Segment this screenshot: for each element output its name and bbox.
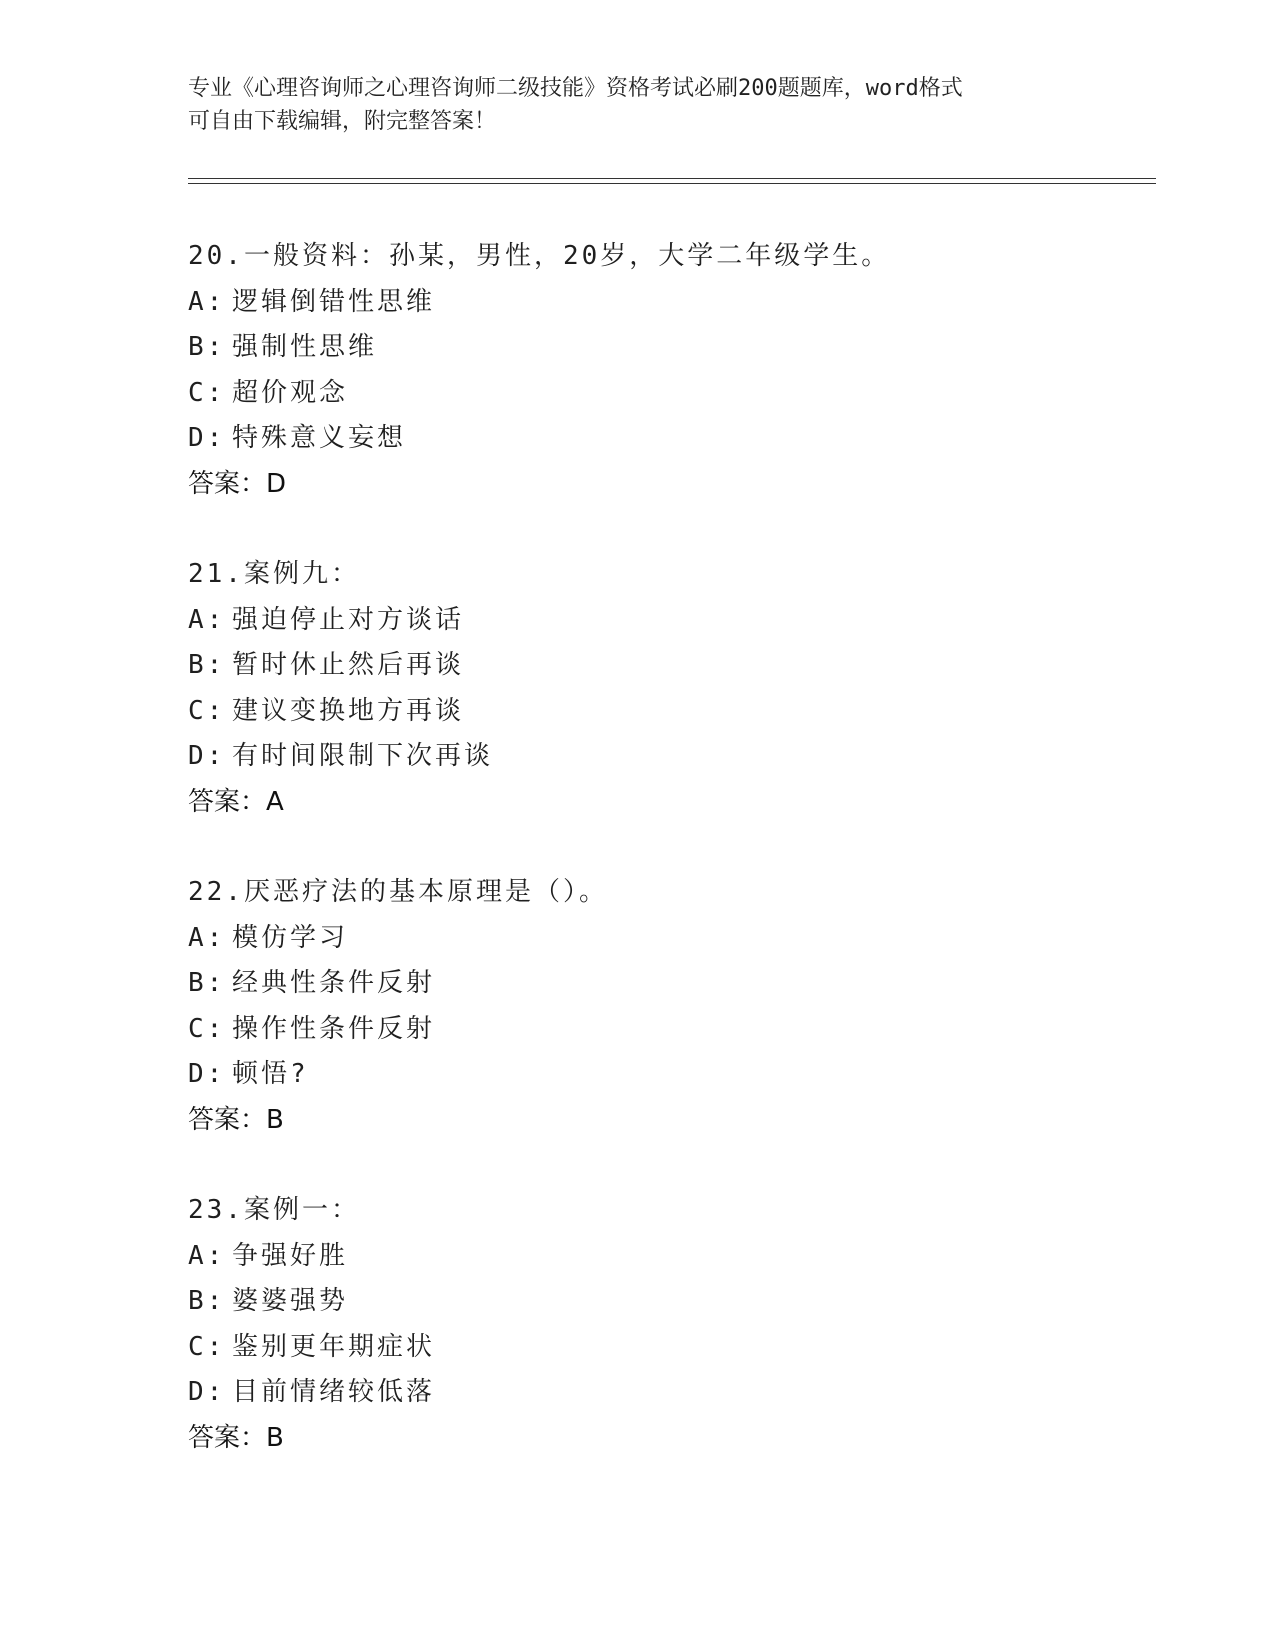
option-letter: C: [188, 1013, 226, 1044]
answer-line: 答案：D [188, 468, 287, 499]
option-text: 目前情绪较低落 [232, 1377, 436, 1407]
option-text: 争强好胜 [232, 1240, 349, 1271]
option-d [188, 1370, 1148, 1416]
document-header [188, 72, 1088, 138]
option-c [188, 689, 1148, 735]
option-d [188, 734, 1148, 780]
header-line-1: 专业《心理咨询师之心理咨询师二级技能》资格考试必刷200题题库，word格式 [188, 76, 963, 101]
option-d [188, 416, 1148, 462]
answer-line: 答案：A [188, 786, 284, 817]
option-letter: A: [188, 286, 226, 317]
answer-line: 答案：B [188, 1104, 284, 1135]
question-20 [188, 234, 1148, 507]
question-stem: 21.案例九： [188, 559, 360, 589]
header-line-2: 可自由下载编辑，附完整答案！ [188, 109, 497, 134]
option-b [188, 1279, 1148, 1325]
option-b [188, 325, 1148, 371]
question-stem: 22.厌恶疗法的基本原理是（）。 [188, 877, 608, 907]
option-text: 婆婆强势 [232, 1286, 349, 1316]
option-d [188, 1052, 1148, 1098]
option-text: 模仿学习 [232, 922, 349, 953]
option-letter: D: [188, 1059, 226, 1089]
option-b [188, 643, 1148, 689]
option-text: 强制性思维 [232, 332, 378, 362]
option-letter: D: [188, 741, 226, 771]
option-b [188, 961, 1148, 1007]
question-stem: 20.一般资料：孙某，男性，20岁，大学二年级学生。 [188, 241, 891, 271]
option-c [188, 371, 1148, 417]
option-c [188, 1325, 1148, 1371]
option-letter: D: [188, 423, 226, 453]
option-text: 暂时休止然后再谈 [232, 650, 465, 680]
option-text: 有时间限制下次再谈 [232, 741, 494, 771]
option-letter: B: [188, 1286, 226, 1316]
option-letter: D: [188, 1377, 226, 1407]
option-letter: B: [188, 332, 226, 362]
question-21 [188, 552, 1148, 825]
question-23 [188, 1188, 1148, 1461]
option-text: 鉴别更年期症状 [232, 1331, 436, 1362]
option-c [188, 1007, 1148, 1053]
question-list [188, 234, 1148, 1461]
option-letter: B: [188, 650, 226, 680]
option-text: 操作性条件反射 [232, 1013, 436, 1044]
option-a [188, 598, 1148, 644]
option-letter: C: [188, 695, 226, 726]
option-text: 顿悟? [232, 1059, 309, 1089]
option-text: 经典性条件反射 [232, 968, 436, 998]
question-22 [188, 870, 1148, 1143]
option-letter: A: [188, 1240, 226, 1271]
header-divider-top [188, 178, 1156, 179]
option-letter: B: [188, 968, 226, 998]
question-stem: 23.案例一： [188, 1195, 360, 1225]
option-text: 强迫停止对方谈话 [232, 604, 465, 635]
option-text: 建议变换地方再谈 [232, 695, 465, 726]
option-text: 超价观念 [232, 377, 349, 408]
header-divider-bottom [188, 183, 1156, 184]
option-a [188, 1234, 1148, 1280]
option-letter: C: [188, 377, 226, 408]
option-text: 特殊意义妄想 [232, 423, 407, 453]
option-text: 逻辑倒错性思维 [232, 286, 436, 317]
option-letter: A: [188, 604, 226, 635]
answer-line: 答案：B [188, 1422, 284, 1453]
option-a [188, 280, 1148, 326]
option-letter: A: [188, 922, 226, 953]
option-letter: C: [188, 1331, 226, 1362]
option-a [188, 916, 1148, 962]
